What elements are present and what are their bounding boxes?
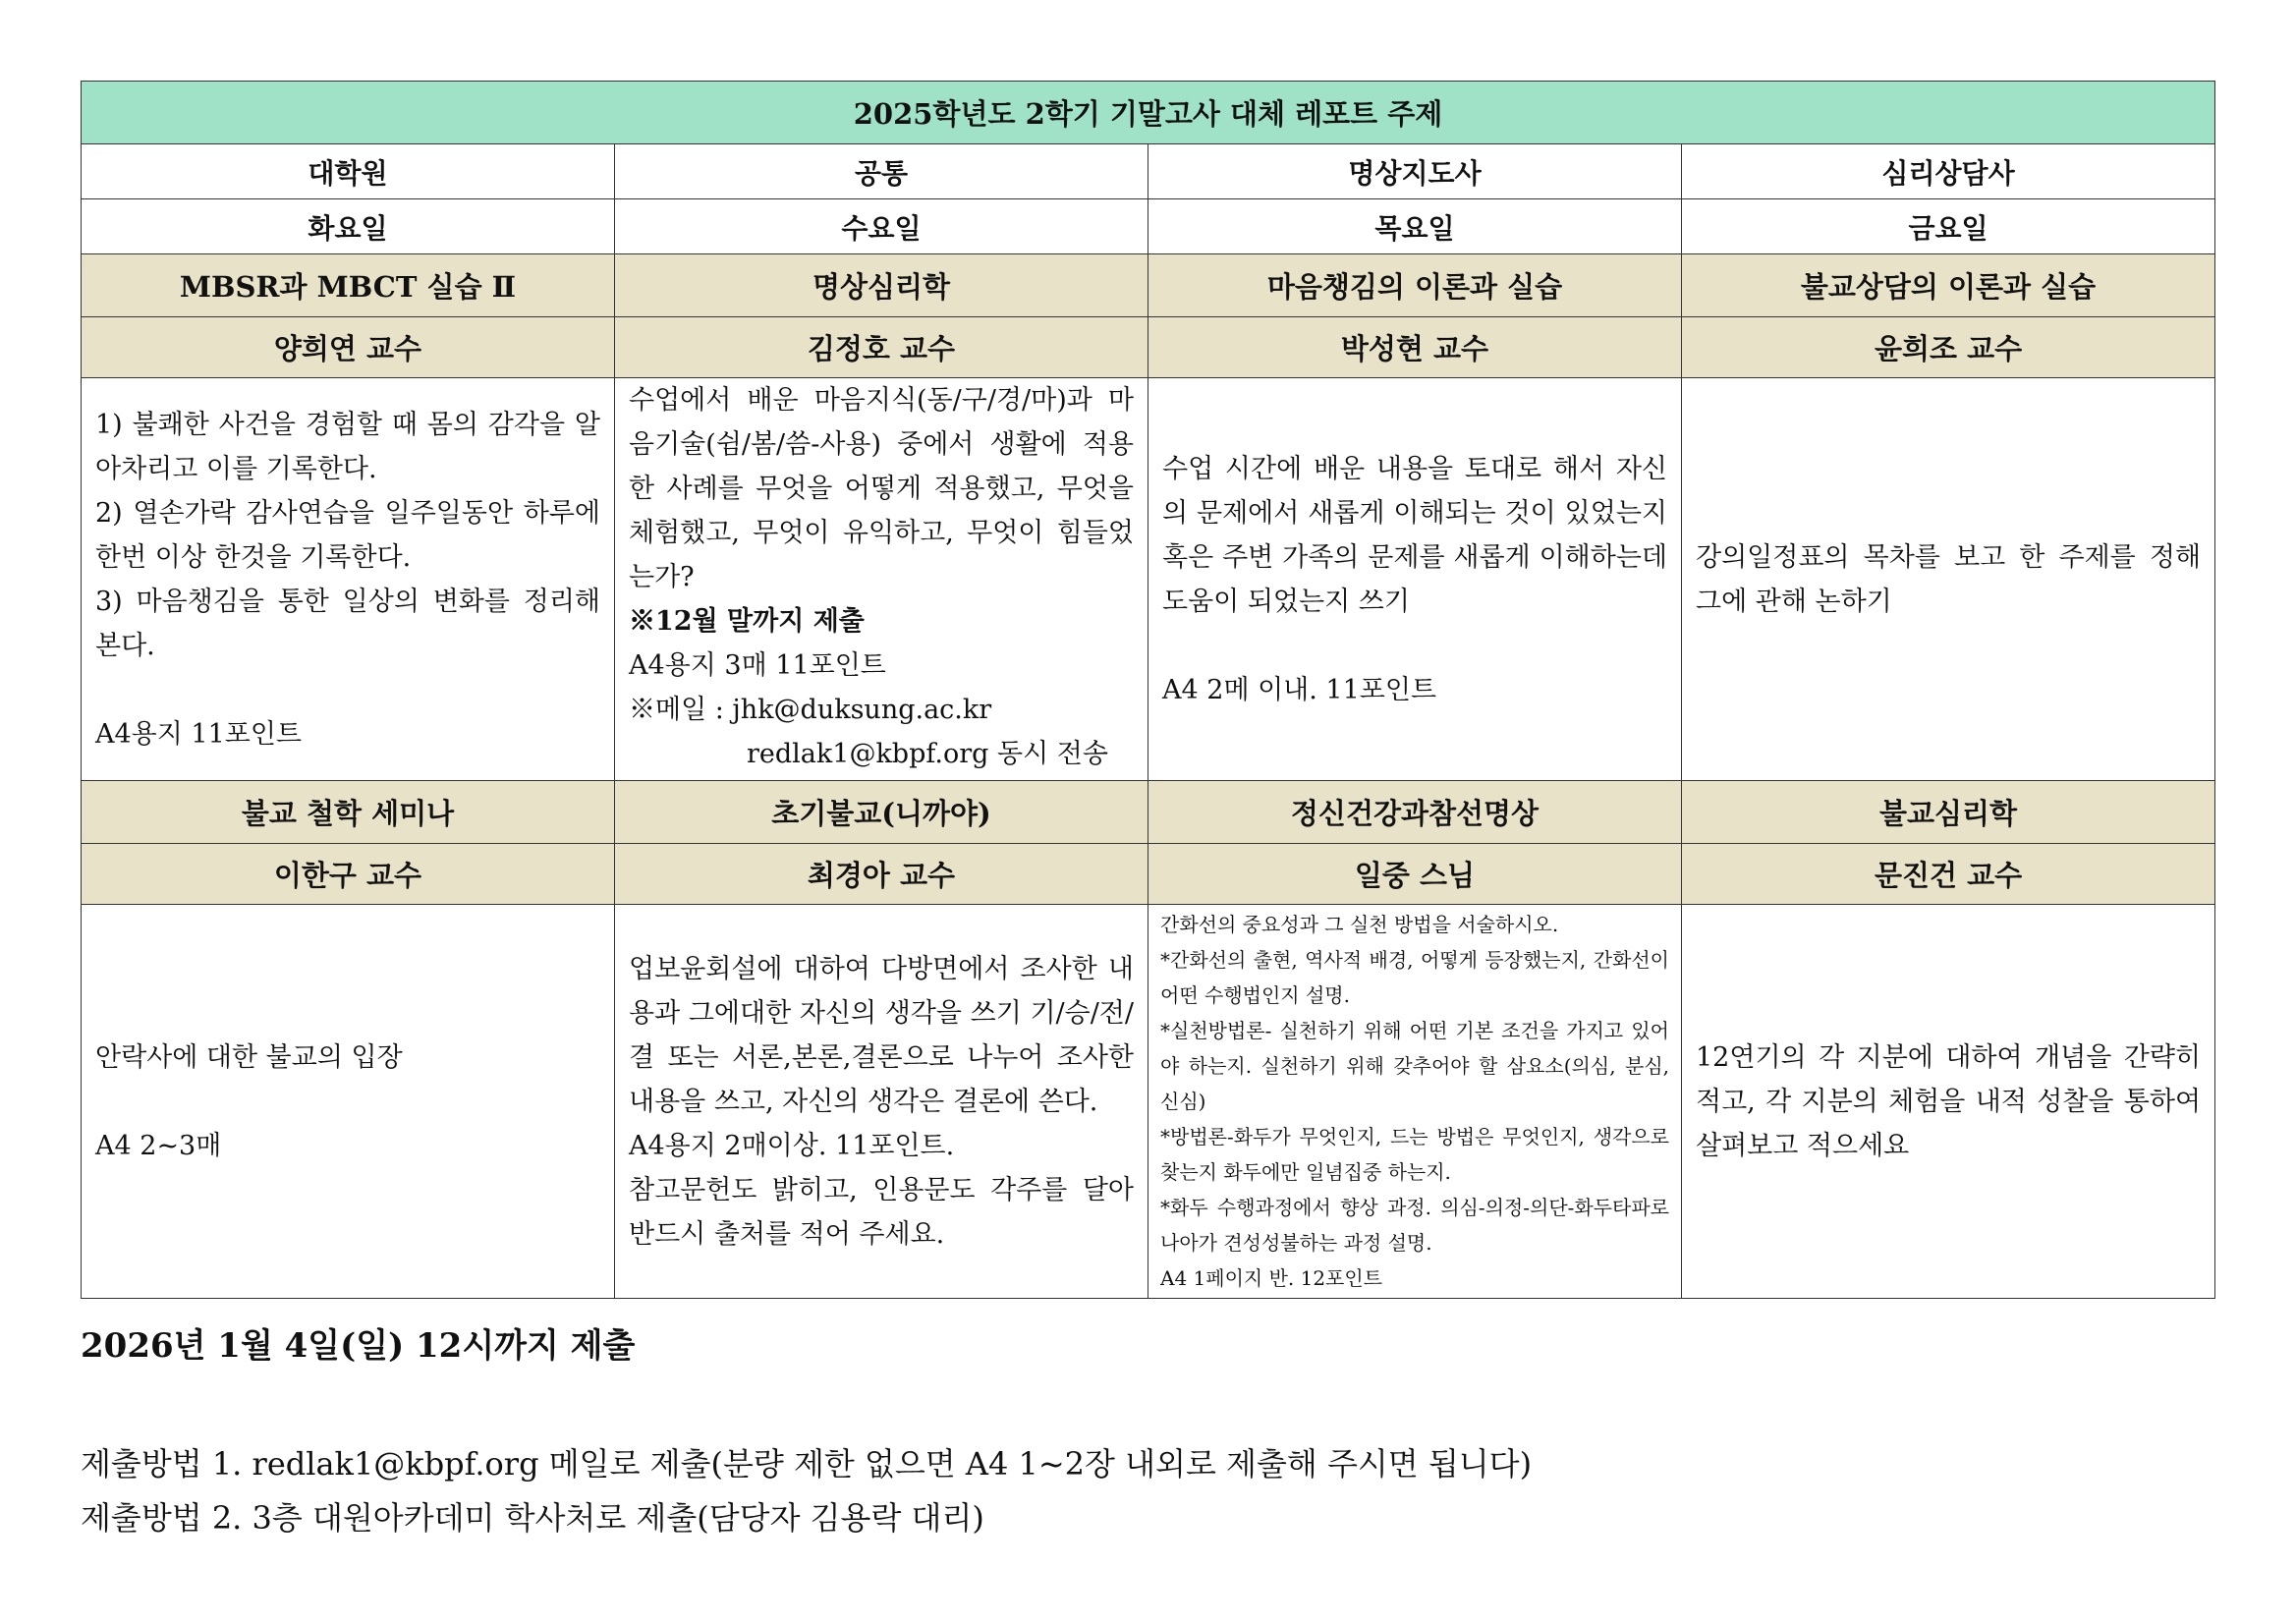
day-wednesday: 수요일 (615, 199, 1148, 254)
day-tuesday: 화요일 (82, 199, 615, 254)
topic-description (1682, 905, 2215, 1299)
topic-description (1148, 905, 1682, 1299)
program-counselor: 심리상담사 (1682, 144, 2215, 199)
professor-name: 일중 스님 (1148, 844, 1682, 905)
professor-name: 양희연 교수 (82, 317, 615, 378)
professor-name: 최경아 교수 (615, 844, 1148, 905)
format-requirement: A4용지 3매 11포인트 (629, 650, 886, 681)
course-name: 정신건강과참선명상 (1148, 781, 1682, 844)
format-requirement: A4 2~3매 (95, 1130, 222, 1161)
description-row-2 (82, 905, 2215, 1299)
professor-name: 윤희조 교수 (1682, 317, 2215, 378)
program-row (82, 144, 2215, 199)
course-name: 불교 철학 세미나 (82, 781, 615, 844)
professor-row-1 (82, 317, 2215, 378)
course-name: 초기불교(니까야) (615, 781, 1148, 844)
topic-line: *간화선의 출현, 역사적 배경, 어떻게 등장했는지, 간화선이 어떤 수행법인지 설명. (1160, 948, 1669, 1007)
professor-row-2 (82, 844, 2215, 905)
topic-description (615, 905, 1148, 1299)
topic-line: 3) 마음챙김을 통한 일상의 변화를 정리해본다. (95, 586, 600, 661)
topic-body: 수업에서 배운 마음지식(동/구/경/마)과 마음기술(쉼/봄/씀-사용) 중에서 생활에 적용한 사례를 무엇을 어떻게 적용했고, 무엇을 체험했고, 무엇이 유익하고, 무엇이 힘들었는가? (629, 385, 1134, 592)
professor-name: 김정호 교수 (615, 317, 1148, 378)
topic-description (1682, 378, 2215, 781)
course-name: 불교상담의 이론과 실습 (1682, 254, 2215, 317)
topic-body: 안락사에 대한 불교의 입장 (95, 1041, 403, 1073)
program-common: 공통 (615, 144, 1148, 199)
format-requirement: A4 1페이지 반. 12포인트 (1160, 1266, 1383, 1290)
topic-line: 1) 불쾌한 사건을 경험할 때 몸의 감각을 알아차리고 이를 기록한다. (95, 409, 600, 484)
day-thursday: 목요일 (1148, 199, 1682, 254)
email-note: ※메일 : jhk@duksung.ac.kr (629, 695, 992, 725)
program-graduate: 대학원 (82, 144, 615, 199)
topic-description (82, 378, 615, 781)
day-friday: 금요일 (1682, 199, 2215, 254)
topic-description (1148, 378, 1682, 781)
professor-name: 이한구 교수 (82, 844, 615, 905)
topic-body: 12연기의 각 지분에 대하여 개념을 간략히 적고, 각 지분의 체험을 내적 성찰을 통하여 살펴보고 적으세요 (1696, 1041, 2202, 1161)
submission-method-1: 제출방법 1. redlak1@kbpf.org 메일로 제출(분량 제한 없으면 A4 1~2장 내외로 제출해 주시면 됩니다) (81, 1445, 1533, 1483)
topic-line: 2) 열손가락 감사연습을 일주일동안 하루에 한번 이상 한것을 기록한다. (95, 497, 600, 573)
topic-description (82, 905, 615, 1299)
email-note: redlak1@kbpf.org 동시 전송 (747, 739, 1108, 769)
format-requirement: A4용지 2매이상. 11포인트. (629, 1130, 955, 1161)
table-title: 2025학년도 2학기 기말고사 대체 레포트 주제 (82, 82, 2215, 144)
topic-line: *화두 수행과정에서 향상 과정. 의심-의정-의단-화두타파로 나아가 견성성불하는 과정 설명. (1160, 1196, 1669, 1255)
topic-description (615, 378, 1148, 781)
format-requirement: A4용지 11포인트 (95, 718, 303, 750)
topic-line: 간화선의 중요성과 그 실천 방법을 서술하시오. (1160, 913, 1559, 936)
topic-line: *방법론-화두가 무엇인지, 드는 방법은 무엇인지, 생각으로 찾는지 화두에만 일념집중 하는지. (1160, 1125, 1669, 1184)
format-requirement: A4 2메 이내. 11포인트 (1162, 674, 1437, 705)
course-name: 마음챙김의 이론과 실습 (1148, 254, 1682, 317)
submission-method-2: 제출방법 2. 3층 대원아카데미 학사처로 제출(담당자 김용락 대리) (81, 1499, 984, 1537)
topic-body: 수업 시간에 배운 내용을 토대로 해서 자신의 문제에서 새롭게 이해되는 것이 있었는지 혹은 주변 가족의 문제를 새롭게 이해하는데 도움이 되었는지 쓰기 (1162, 453, 1667, 617)
course-row-2 (82, 781, 2215, 844)
day-row (82, 199, 2215, 254)
submission-deadline: 2026년 1월 4일(일) 12시까지 제출 (81, 1326, 636, 1366)
deadline-note: ※12월 말까지 제출 (629, 606, 865, 637)
description-row-1 (82, 378, 2215, 781)
course-name: MBSR과 MBCT 실습 Ⅱ (82, 254, 615, 317)
topic-body: 업보윤회설에 대하여 다방면에서 조사한 내용과 그에대한 자신의 생각을 쓰기 기/승/전/결 또는 서론,본론,결론으로 나누어 조사한 내용을 쓰고, 자신의 생각은 결론에 쓴다. (629, 953, 1134, 1117)
topic-line: *실천방법론- 실천하기 위해 어떤 기본 조건을 가지고 있어야 하는지. 실천하기 위해 갖추어야 할 삼요소(의심, 분심, 신심) (1160, 1019, 1669, 1113)
course-name: 불교심리학 (1682, 781, 2215, 844)
report-topics-table (81, 81, 2215, 1299)
course-name: 명상심리학 (615, 254, 1148, 317)
citation-note: 참고문헌도 밝히고, 인용문도 각주를 달아 반드시 출처를 적어 주세요. (629, 1174, 1134, 1250)
professor-name: 박성현 교수 (1148, 317, 1682, 378)
program-meditation-instructor: 명상지도사 (1148, 144, 1682, 199)
topic-body: 강의일정표의 목차를 보고 한 주제를 정해 그에 관해 논하기 (1696, 541, 2202, 617)
professor-name: 문진건 교수 (1682, 844, 2215, 905)
course-row-1 (82, 254, 2215, 317)
